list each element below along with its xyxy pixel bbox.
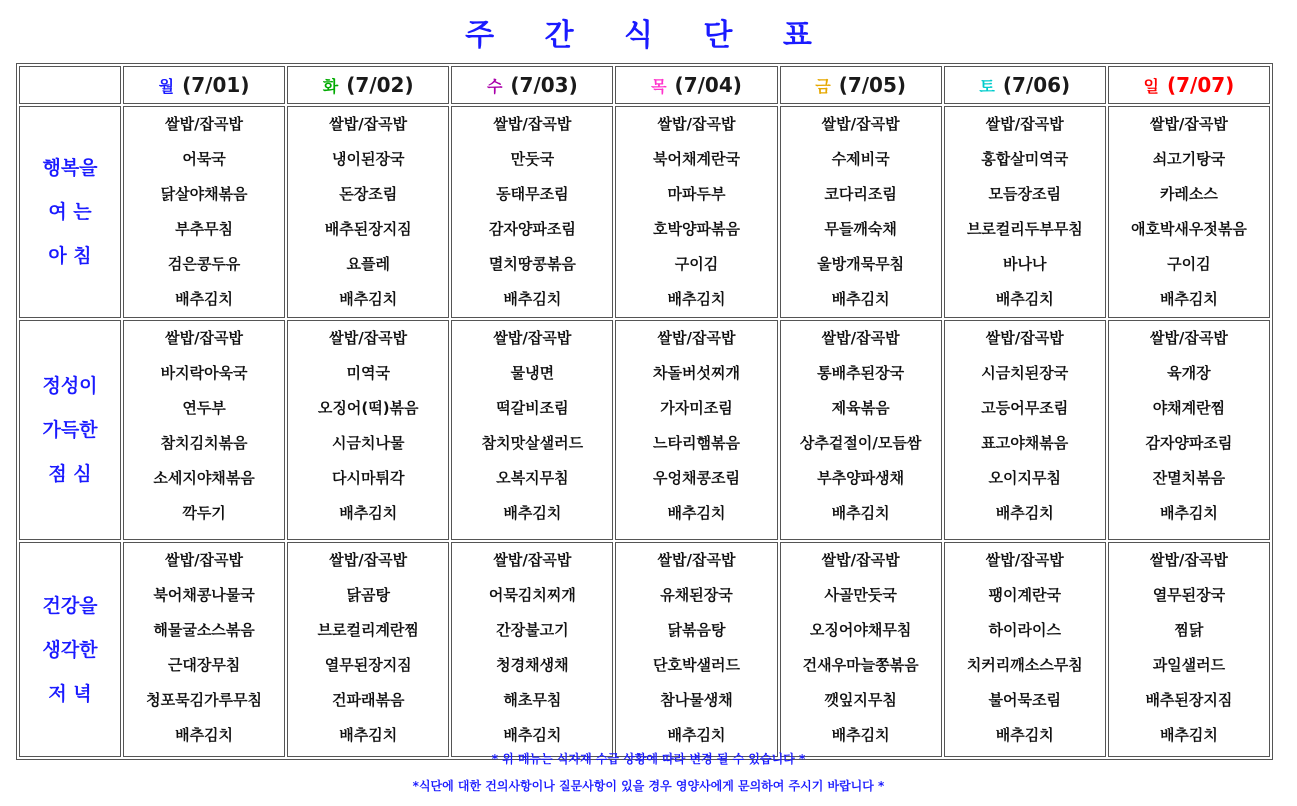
- menu-cell: [1108, 542, 1270, 757]
- day-header-sunday: [1108, 66, 1270, 104]
- menu-item: 어묵김치찌개: [488, 586, 576, 604]
- menu-item: 배추김치: [339, 290, 398, 308]
- menu-item: 만둣국: [510, 150, 555, 168]
- menu-item: 건새우마늘쫑볶음: [802, 656, 919, 674]
- menu-cell: [615, 106, 777, 318]
- meal-label-line: 생각한: [42, 638, 98, 661]
- menu-item: 유채된장국: [660, 586, 733, 604]
- day-date: (7/07): [1166, 73, 1235, 97]
- menu-item: 건파래볶음: [331, 691, 405, 709]
- menu-item: 쌀밥/잡곡밥: [985, 329, 1064, 347]
- menu-item: 닭볶음탕: [667, 621, 726, 639]
- menu-cell: [123, 320, 285, 540]
- meal-label-line: 행복을: [42, 157, 98, 179]
- day-header-row: [19, 66, 1270, 104]
- menu-cell: [944, 106, 1106, 318]
- menu-item: 배추된장지짐: [1145, 691, 1233, 709]
- menu-item: 쌀밥/잡곡밥: [329, 329, 408, 347]
- menu-item: 배추김치: [667, 290, 726, 308]
- menu-item: 돈장조림: [339, 185, 398, 203]
- menu-item: 동태무조림: [496, 185, 569, 203]
- menu-item: 팽이계란국: [988, 586, 1061, 604]
- menu-cell: [780, 106, 942, 318]
- menu-item: 쌀밥/잡곡밥: [985, 115, 1064, 133]
- menu-cell: [451, 106, 613, 318]
- day-date: (7/02): [346, 73, 414, 97]
- day-header: [451, 66, 613, 104]
- menu-item: 호박양파볶음: [653, 220, 740, 238]
- menu-item: 오복지무침: [496, 469, 569, 487]
- day-header: [615, 66, 777, 104]
- notice-change: * 위 메뉴는 식자재 수급 상황에 따라 변경 될 수 있습니다 *: [491, 752, 806, 766]
- menu-item: 감자양파조림: [488, 220, 576, 238]
- menu-item: 북어채콩나물국: [153, 586, 255, 604]
- menu-item: 닭살야채볶음: [160, 185, 248, 203]
- menu-item: 배추김치: [1159, 290, 1218, 308]
- menu-item: 배추김치: [995, 726, 1054, 744]
- menu-item: 배추김치: [175, 726, 234, 744]
- menu-item: 가자미조림: [660, 399, 733, 417]
- meal-row: [19, 542, 1270, 757]
- menu-item: 쌀밥/잡곡밥: [493, 551, 572, 569]
- menu-item: 소세지야채볶음: [153, 469, 255, 487]
- menu-item: 배추김치: [831, 504, 890, 522]
- notice-inquiry: *식단에 대한 건의사항이나 질문사항이 있을 경우 영양사에게 문의하여 주시기 바랍니다 *: [412, 779, 885, 793]
- menu-item: 쌀밥/잡곡밥: [493, 329, 572, 347]
- menu-item: 배추김치: [175, 290, 234, 308]
- menu-item: 쌀밥/잡곡밥: [657, 115, 736, 133]
- menu-item: 모듬장조림: [988, 185, 1061, 203]
- menu-item: 상추겉절이/모듬쌈: [799, 434, 922, 452]
- menu-cell: [944, 542, 1106, 757]
- menu-item: 잔멸치볶음: [1152, 469, 1226, 487]
- menu-item: 해물굴소스볶음: [153, 621, 255, 639]
- menu-item: 배추김치: [831, 290, 890, 308]
- menu-item: 구이김: [674, 255, 719, 273]
- day-char: 금: [815, 77, 831, 96]
- menu-item: 북어채계란국: [653, 150, 740, 168]
- menu-item: 마파두부: [667, 185, 726, 203]
- menu-item: 우엉채콩조림: [653, 469, 740, 487]
- menu-cell: [287, 320, 449, 540]
- menu-item: 야채계란찜: [1152, 399, 1226, 417]
- menu-item: 쌀밥/잡곡밥: [657, 551, 736, 569]
- menu-item: 배추김치: [995, 504, 1054, 522]
- menu-item: 배추김치: [831, 726, 890, 744]
- menu-item: 쌀밥/잡곡밥: [329, 551, 408, 569]
- menu-item: 수제비국: [831, 150, 890, 168]
- menu-cell: [944, 320, 1106, 540]
- menu-item: 오징어(떡)볶음: [317, 399, 419, 417]
- menu-item: 쌀밥/잡곡밥: [1149, 115, 1228, 133]
- menu-item: 코다리조림: [824, 185, 897, 203]
- menu-item: 단호박샐러드: [653, 656, 740, 674]
- meal-label-line: 정성이: [42, 375, 98, 397]
- day-char: 화: [322, 77, 339, 96]
- menu-item: 청경채생채: [496, 656, 569, 674]
- menu-item: 간장불고기: [496, 621, 569, 639]
- menu-item: 요플레: [346, 255, 390, 273]
- meal-label: [19, 542, 121, 757]
- menu-item: 참치김치볶음: [160, 434, 248, 452]
- menu-cell: [123, 542, 285, 757]
- menu-cell: [615, 542, 777, 757]
- menu-item: 브로컬리두부무침: [966, 220, 1083, 238]
- menu-item: 배추된장지짐: [324, 220, 412, 238]
- menu-item: 부추양파생채: [817, 469, 905, 487]
- menu-item: 쌀밥/잡곡밥: [821, 329, 900, 347]
- menu-item: 검은콩두유: [167, 255, 241, 273]
- menu-cell: [1108, 106, 1270, 318]
- meal-label-line: 아 침: [48, 245, 92, 267]
- menu-item: 브로컬리계란찜: [317, 621, 419, 639]
- day-date: (7/06): [1002, 73, 1071, 97]
- weekly-menu-table: [16, 63, 1273, 760]
- menu-cell: [451, 542, 613, 757]
- menu-item: 표고야채볶음: [981, 434, 1069, 452]
- corner-cell: [19, 66, 121, 104]
- menu-item: 어묵국: [182, 150, 226, 168]
- menu-item: 닭곰탕: [346, 586, 390, 604]
- menu-item: 홍합살미역국: [981, 150, 1069, 168]
- menu-item: 열무된장국: [1152, 586, 1226, 604]
- menu-item: 청포묵김가루무침: [146, 691, 263, 709]
- menu-item: 차돌버섯찌개: [653, 364, 740, 382]
- menu-item: 바나나: [1003, 255, 1047, 273]
- menu-item: 찜닭: [1174, 621, 1204, 639]
- menu-item: 배추김치: [1159, 504, 1218, 522]
- menu-item: 하이라이스: [988, 621, 1061, 639]
- menu-item: 미역국: [346, 364, 390, 382]
- day-header: [123, 66, 285, 104]
- menu-item: 무들깨숙채: [824, 220, 897, 238]
- menu-item: 해초무침: [503, 691, 562, 709]
- menu-cell: [123, 106, 285, 318]
- menu-cell: [451, 320, 613, 540]
- menu-cell: [615, 320, 777, 540]
- menu-item: 배추김치: [339, 504, 398, 522]
- menu-item: 냉이된장국: [331, 150, 405, 168]
- menu-cell: [287, 106, 449, 318]
- menu-item: 배추김치: [667, 504, 726, 522]
- day-char: 월: [158, 77, 175, 96]
- day-date: (7/05): [838, 73, 907, 97]
- meal-row: [19, 106, 1270, 318]
- menu-item: 치커리깨소스무침: [966, 656, 1083, 674]
- menu-item: 부추무침: [175, 220, 234, 238]
- menu-item: 참나물생채: [660, 691, 733, 709]
- meal-label-line: 여 는: [48, 201, 92, 223]
- menu-item: 배추김치: [995, 290, 1054, 308]
- menu-item: 과일샐러드: [1152, 656, 1226, 674]
- menu-item: 열무된장지짐: [324, 656, 412, 674]
- menu-item: 오징어야채무침: [809, 621, 912, 639]
- menu-item: 통배추된장국: [817, 364, 905, 382]
- menu-item: 감자양파조림: [1145, 434, 1233, 452]
- page-title: 주 간 식 단 표: [465, 18, 832, 53]
- day-char: 토: [979, 77, 995, 96]
- menu-item: 구이김: [1167, 255, 1211, 273]
- menu-item: 시금치나물: [331, 434, 405, 452]
- menu-item: 오이지무침: [988, 469, 1061, 487]
- menu-item: 쌀밥/잡곡밥: [821, 115, 900, 133]
- day-header: [944, 66, 1106, 104]
- menu-item: 연두부: [182, 399, 226, 417]
- menu-item: 쌀밥/잡곡밥: [1149, 329, 1228, 347]
- menu-item: 쌀밥/잡곡밥: [985, 551, 1064, 569]
- menu-cell: [1108, 320, 1270, 540]
- meal-label: [19, 106, 121, 318]
- menu-item: 쌀밥/잡곡밥: [165, 551, 244, 569]
- menu-item: 떡갈비조림: [496, 399, 569, 417]
- menu-item: 육개장: [1167, 364, 1211, 382]
- day-date: (7/01): [182, 73, 250, 97]
- menu-item: 울방개묵무침: [817, 255, 905, 273]
- menu-item: 시금치된장국: [981, 364, 1069, 382]
- day-header: [780, 66, 942, 104]
- menu-item: 물냉면: [510, 364, 555, 382]
- menu-item: 깻잎지무침: [824, 691, 897, 709]
- menu-item: 쌀밥/잡곡밥: [165, 115, 244, 133]
- menu-item: 깍두기: [182, 504, 226, 522]
- menu-item: 고등어무조림: [981, 399, 1069, 417]
- menu-item: 배추김치: [339, 726, 398, 744]
- menu-item: 근대장무침: [167, 656, 241, 674]
- menu-cell: [780, 320, 942, 540]
- menu-item: 제육볶음: [831, 399, 890, 417]
- menu-item: 사골만둣국: [824, 586, 897, 604]
- menu-item: 바지락아욱국: [160, 364, 248, 382]
- menu-item: 카레소스: [1159, 185, 1218, 203]
- menu-item: 배추김치: [1159, 726, 1218, 744]
- menu-item: 다시마튀각: [331, 469, 405, 487]
- menu-item: 멸치땅콩볶음: [488, 255, 576, 273]
- menu-item: 참치맛살샐러드: [481, 434, 584, 452]
- menu-item: 쌀밥/잡곡밥: [493, 115, 572, 133]
- meal-label: [19, 320, 121, 540]
- menu-item: 쌀밥/잡곡밥: [329, 115, 408, 133]
- menu-item: 쌀밥/잡곡밥: [1149, 551, 1228, 569]
- meal-label-line: 건강을: [42, 594, 98, 617]
- menu-item: 배추김치: [503, 726, 562, 744]
- menu-item: 쇠고기탕국: [1152, 150, 1226, 168]
- menu-item: 느타리햄볶음: [653, 434, 740, 452]
- menu-cell: [287, 542, 449, 757]
- day-date: (7/04): [674, 73, 742, 97]
- meal-row: [19, 320, 1270, 540]
- menu-item: 쌀밥/잡곡밥: [165, 329, 244, 347]
- day-char: 일: [1143, 77, 1159, 96]
- day-char: 목: [651, 77, 667, 96]
- day-header: [287, 66, 449, 104]
- menu-cell: [780, 542, 942, 757]
- meal-label-line: 점 심: [48, 463, 92, 485]
- day-char: 수: [486, 77, 503, 96]
- menu-item: 배추김치: [503, 504, 562, 522]
- meal-label-line: 가득한: [42, 419, 98, 441]
- menu-item: 배추김치: [503, 290, 562, 308]
- menu-item: 배추김치: [667, 726, 726, 744]
- menu-item: 쌀밥/잡곡밥: [821, 551, 900, 569]
- menu-item: 쌀밥/잡곡밥: [657, 329, 736, 347]
- menu-item: 불어묵조림: [988, 691, 1061, 709]
- day-date: (7/03): [510, 73, 578, 97]
- meal-label-line: 저 녁: [48, 682, 92, 705]
- menu-item: 애호박새우젓볶음: [1130, 220, 1247, 238]
